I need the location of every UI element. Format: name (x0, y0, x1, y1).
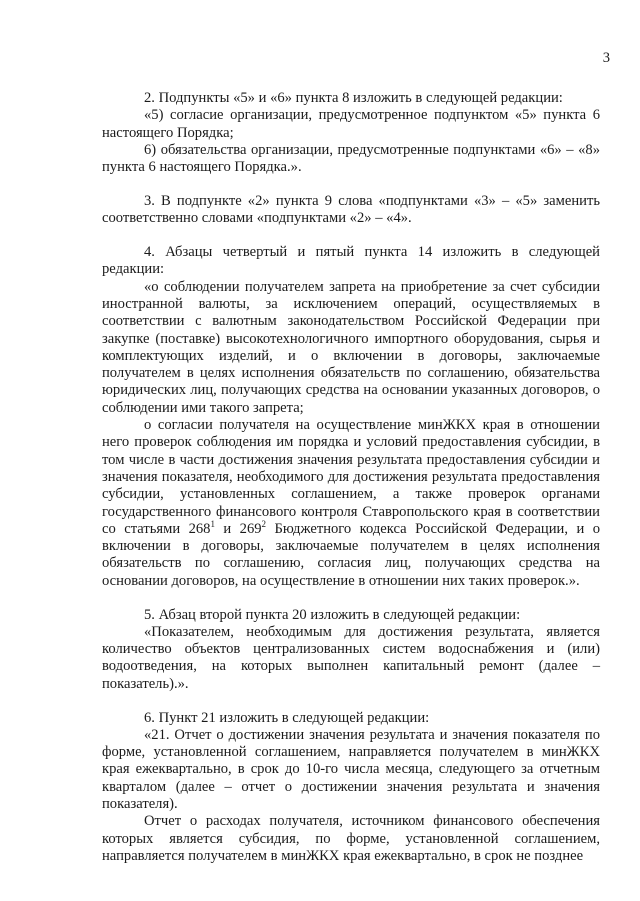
document-body (102, 90, 600, 865)
paragraph-inspection-consent (102, 417, 600, 590)
paragraph-subitem-5: «5) согласие организации, предусмотренное подпунктом «5» пункта 6 настоящего Порядка; (102, 107, 600, 141)
paragraph-report-achievement: «21. Отчет о достижении значения результата и значения показателя по форме, установленной соглашением, направляется получателем в минЖКХ края ежеквартально, в срок до 10-го числа месяца, следующего за отчетным кварталом (далее – отчет о достижении значения результата и значения показателя). (102, 726, 600, 812)
page-number: 3 (602, 50, 610, 66)
paragraph-item-3: 3. В подпункте «2» пункта 9 слова «подпунктами «3» – «5» заменить соответственно словами «подпунктами «2» – «4». (102, 192, 600, 227)
paragraph-item-2-heading: 2. Подпункты «5» и «6» пункта 8 изложить в следующей редакции: (144, 90, 563, 106)
superscript-1: 1 (210, 518, 215, 529)
inspection-consent-text-b: и 269 (214, 520, 262, 537)
paragraph-indicator: «Показателем, необходимым для достижения результата, является количество объектов централизованных систем водоснабжения и (или) водоотведения, на которых выполнен капитальный ремонт (далее – показатель).». (102, 623, 600, 692)
paragraph-currency-ban: «о соблюдении получателем запрета на приобретение за счет субсидии иностранной валюты, за исключением операций, осуществляемых в соответствии с валютным законодательством Российской Федерации при закупке (поставке) высокотехнологичного импортного оборудования, сырья и комплектующих изделий, и о включении в договоры, заключаемые получателем в целях исполнения обязательств по соглашению, обязательства юридических лиц, получающих средства на основании указанных договоров, о соблюдении ими такого запрета; (102, 278, 600, 416)
paragraph-item-4-heading: 4. Абзацы четвертый и пятый пункта 14 изложить в следующей редакции: (102, 244, 600, 278)
paragraph-subitem-6: 6) обязательства организации, предусмотренные подпунктами «6» – «8» пункта 6 настоящего Порядка.». (102, 141, 600, 176)
paragraph-item-6-heading: 6. Пункт 21 изложить в следующей редакции: (144, 709, 430, 726)
inspection-consent-text-c: Бюджетного кодекса Российской Федерации, и о включении в договоры, заключаемые получателем в целях исполнения обязательств по соглашению, согласия лиц, получающих средства на основании договоров, на осуществление в отношении них таких проверок.». (102, 520, 600, 589)
paragraph-item-5-heading: 5. Абзац второй пункта 20 изложить в следующей редакции: (144, 606, 521, 623)
paragraph-report-expenses: Отчет о расходах получателя, источником финансового обеспечения которых является субсидия, по форме, установленной соглашением, направляется получателем в минЖКХ края ежеквартально, в срок не позднее (102, 813, 600, 864)
superscript-2: 2 (261, 518, 267, 529)
inspection-consent-text-a: о согласии получателя на осуществление минЖКХ края в отношении него проверок соблюдения им порядка и условий предоставления субсидии, в том числе в части достижения значения результата предоставления субсидии и значения показателя, необходимого для достижения результата предоставления субсидии, установленных соглашением, а также проверок органами государственного финансового контроля Ставропольского края в соответствии со статьями 268 (102, 417, 600, 537)
